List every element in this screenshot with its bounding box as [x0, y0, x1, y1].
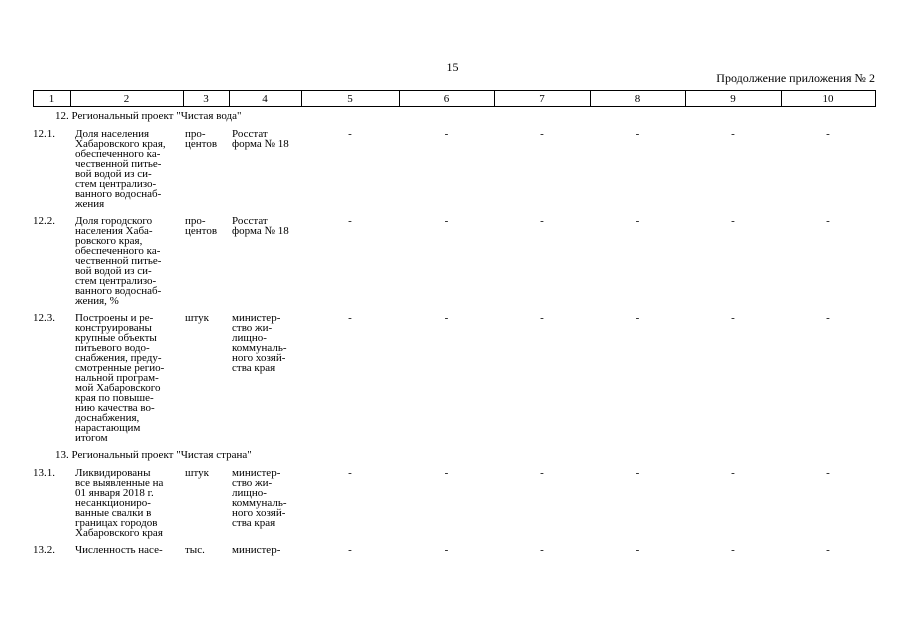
indicator-name: Численность насе- [75, 544, 163, 556]
value-cell: - [635, 544, 640, 556]
value-cell: - [635, 467, 640, 479]
value-cell: - [540, 312, 544, 324]
row-number: 13.1. [33, 467, 55, 479]
table-row [33, 464, 875, 541]
page-number: 15 [446, 60, 459, 74]
indicators-table [33, 90, 876, 558]
column-header: 6 [399, 91, 494, 107]
value-cell: - [826, 215, 830, 227]
value-cell: - [540, 544, 544, 556]
data-source: министер- ство жи- лищно- коммуналь- ного хозяй- ства края [232, 467, 287, 529]
table-row [33, 541, 875, 558]
value-cell: - [444, 312, 449, 324]
value-cell: - [348, 544, 352, 556]
value-cell: - [444, 544, 449, 556]
unit-of-measure: про- центов [185, 215, 218, 237]
section-title: 13. Региональный проект "Чистая страна" [55, 449, 252, 461]
value-cell: - [826, 544, 830, 556]
value-cell: - [348, 128, 352, 140]
data-source: Росстат форма № 18 [232, 215, 289, 237]
indicator-name: Построены и ре- конструированы крупные объекты питьевого водо- снабжения, преду- смотренные регио- нальной програм- мой Хабаровского края по повыше- нию качества во- доснабжения, нарастающим итогом [75, 312, 165, 444]
data-source: министер- ство жи- лищно- коммуналь- ного хозяй- ства края [232, 312, 287, 374]
table-row [33, 125, 875, 212]
column-number-row [33, 91, 875, 107]
indicator-name: Доля городского населения Хаба- ровского края, обеспеченного ка- чественной питье- вой водой из си- стем централизо- ванного водоснаб- жения, % [75, 215, 162, 307]
value-cell: - [540, 215, 544, 227]
value-cell: - [635, 128, 640, 140]
table-body [33, 107, 875, 559]
column-header: 4 [229, 91, 301, 107]
column-header: 8 [590, 91, 685, 107]
value-cell: - [731, 544, 735, 556]
appendix-note: Продолжение приложения № 2 [716, 71, 875, 85]
table-row [33, 212, 875, 309]
value-cell: - [731, 128, 735, 140]
indicator-name: Ликвидированы все выявленные на 01 января 2018 г. несанкциониро- ванные свалки в границах городов Хабаровского края [75, 467, 164, 539]
row-number: 13.2. [33, 544, 55, 556]
value-cell: - [444, 215, 449, 227]
value-cell: - [348, 467, 352, 479]
column-header: 5 [301, 91, 399, 107]
column-header: 7 [494, 91, 590, 107]
column-header: 3 [183, 91, 229, 107]
column-header: 9 [685, 91, 781, 107]
row-number: 12.3. [33, 312, 55, 324]
section-header-row [33, 107, 875, 126]
column-header: 10 [781, 91, 875, 107]
unit-of-measure: тыс. [185, 544, 205, 556]
value-cell: - [540, 467, 544, 479]
data-source: министер- [232, 544, 281, 556]
value-cell: - [635, 215, 640, 227]
section-header-row [33, 446, 875, 464]
row-number: 12.1. [33, 128, 55, 140]
value-cell: - [731, 215, 735, 227]
unit-of-measure: про- центов [185, 128, 218, 150]
value-cell: - [348, 312, 352, 324]
value-cell: - [444, 467, 449, 479]
value-cell: - [826, 467, 830, 479]
unit-of-measure: штук [185, 467, 209, 479]
column-header: 2 [70, 91, 183, 107]
section-title: 12. Региональный проект "Чистая вода" [55, 110, 242, 122]
value-cell: - [348, 215, 352, 227]
value-cell: - [444, 128, 449, 140]
table-row [33, 309, 875, 446]
value-cell: - [826, 312, 830, 324]
value-cell: - [826, 128, 830, 140]
data-source: Росстат форма № 18 [232, 128, 289, 150]
row-number: 12.2. [33, 215, 55, 227]
value-cell: - [635, 312, 640, 324]
value-cell: - [540, 128, 544, 140]
indicator-name: Доля населения Хабаровского края, обеспеченного ка- чественной питье- вой водой из си- стем централизо- ванного водоснаб- жения [75, 128, 166, 210]
unit-of-measure: штук [185, 312, 209, 324]
value-cell: - [731, 467, 735, 479]
value-cell: - [731, 312, 735, 324]
column-header: 1 [33, 91, 70, 107]
